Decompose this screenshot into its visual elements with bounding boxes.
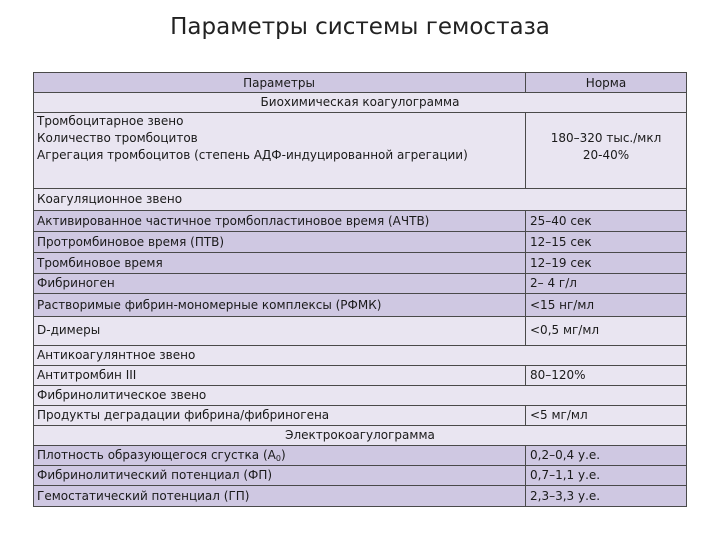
table-row: Плотность образующегося сгустка $(А_0)$ 0,2–0,4 у.е. — [33, 446, 687, 466]
header-param: Параметры — [243, 76, 315, 90]
table-border-left — [33, 72, 34, 507]
column-divider — [525, 113, 526, 189]
table-row-anticoag-title: Антикоагулянтное звено — [33, 346, 687, 366]
column-divider — [525, 72, 526, 93]
column-divider — [525, 406, 526, 426]
table-row: D-димеры <0,5 мг/мл — [33, 317, 687, 346]
platelet-aggregation-norm: 20-40% — [582, 148, 630, 162]
column-divider — [525, 446, 526, 507]
table-header-row — [33, 72, 687, 93]
page-title: Параметры системы гемостаза — [170, 14, 550, 40]
table-row: Антитромбин III 80–120% — [33, 366, 687, 386]
header-norm: Норма — [585, 76, 627, 90]
table-row-coag-title — [33, 189, 687, 211]
table-row: Фибринолитический потенциал (ФП) 0,7–1,1 у.е. — [33, 466, 687, 486]
hemostasis-table — [33, 72, 687, 507]
section-electro — [33, 426, 687, 446]
column-divider — [525, 366, 526, 386]
table-row-platelet — [33, 113, 687, 189]
table-row: Продукты деградации фибрина/фибриногена <5 мг/мл — [33, 406, 687, 426]
coag-title: Коагуляционное звено — [37, 192, 183, 206]
table-row: Фибриноген 2– 4 г/л — [33, 274, 687, 294]
column-divider — [525, 211, 526, 346]
platelet-count-norm: 180–320 тыс./мкл — [550, 131, 662, 145]
table-row-fibrinolytic-title: Фибринолитическое звено — [33, 386, 687, 406]
table-row: Активированное частичное тромбопластиновое время (АЧТВ) 25–40 сек — [33, 211, 687, 232]
platelet-count-label: Количество тромбоцитов — [37, 131, 198, 145]
section-biochemical — [33, 93, 687, 113]
table-row: Гемостатический потенциал (ГП) 2,3–3,3 у.е. — [33, 486, 687, 507]
platelet-title: Тромбоцитарное звено — [37, 114, 184, 128]
table-border-right — [686, 72, 687, 507]
platelet-aggregation-label: Агрегация тромбоцитов (степень АДФ-индуцированной агрегации) — [37, 148, 468, 162]
table-row: Тромбиновое время 12–19 сек — [33, 253, 687, 274]
table-row: Растворимые фибрин-мономерные комплексы (РФМК) <15 нг/мл — [33, 294, 687, 317]
table-row: Протромбиновое время (ПТВ) 12–15 сек — [33, 232, 687, 253]
section-label: Биохимическая коагулограмма — [260, 95, 460, 109]
section-label: Электрокоагулограмма — [285, 428, 435, 442]
